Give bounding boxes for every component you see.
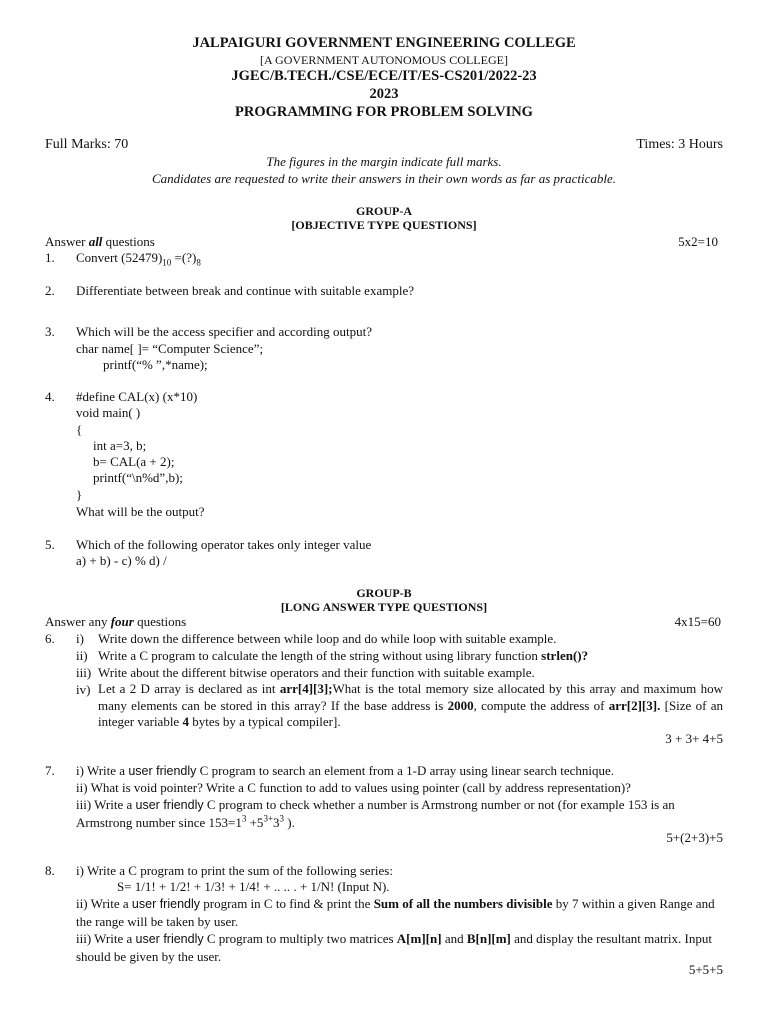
group-b-subtitle: [LONG ANSWER TYPE QUESTIONS] bbox=[280, 600, 488, 614]
q5-number: 5. bbox=[45, 537, 55, 552]
q3-text: Which will be the access specifier and according output? bbox=[76, 324, 372, 339]
q1-number: 1. bbox=[45, 250, 55, 265]
q4-code-line-4: int a=3, b; bbox=[93, 438, 147, 453]
q8-series: S= 1/1! + 1/2! + 1/3! + 1/4! + .. .. . + 1/N! (Input N). bbox=[117, 879, 390, 894]
q4-question: What will be the output? bbox=[76, 504, 205, 519]
q6-iii-label: iii) bbox=[76, 665, 92, 680]
q5-options: a) + b) - c) % d) / bbox=[76, 553, 167, 568]
q4-code-line-6: printf(“\n%d”,b); bbox=[93, 470, 183, 485]
q6-number: 6. bbox=[45, 631, 55, 646]
q6-iv-label: iv) bbox=[76, 682, 91, 697]
group-a-instruction: Answer all questions bbox=[45, 234, 155, 249]
q3-number: 3. bbox=[45, 324, 55, 339]
q4-number: 4. bbox=[45, 389, 55, 404]
q8-marks: 5+5+5 bbox=[688, 962, 723, 977]
q7-number: 7. bbox=[45, 763, 55, 778]
q2-number: 2. bbox=[45, 283, 55, 298]
group-b-instruction: Answer any four questions bbox=[45, 614, 187, 629]
course-code: JGEC/B.TECH./CSE/ECE/IT/ES-CS201/2022-23 bbox=[231, 68, 537, 84]
q7-marks: 5+(2+3)+5 bbox=[666, 830, 723, 845]
q4-code-line-3: { bbox=[76, 422, 83, 437]
q7-iii-text: iii) Write a user friendly C program to check whether a number is Armstrong number or not (for example 153 is an Armstrong number since $153=1^3 +5^{3+}3^3$ ). bbox=[76, 797, 675, 830]
group-b-title: GROUP-B bbox=[356, 586, 412, 600]
q8-i-text: i) Write a C program to print the sum of the following series: bbox=[76, 863, 393, 878]
q8-iii-text: iii) Write a user friendly C program to multiply two matrices A[m][n] and B[n][m] and display the resultant matrix. Input should be given by the user. bbox=[76, 931, 712, 964]
q8-number: 8. bbox=[45, 863, 55, 878]
full-marks: Full Marks: 70 bbox=[45, 137, 129, 152]
q7-i-text: i) Write a user friendly C program to search an element from a 1-D array using linear search technique. bbox=[76, 763, 615, 778]
q6-i-text: Write down the difference between while loop and do while loop with suitable example. bbox=[98, 631, 557, 646]
q4-code-line-7: } bbox=[76, 487, 83, 502]
q5-text: Which of the following operator takes only integer value bbox=[76, 537, 372, 552]
q6-i-label: i) bbox=[76, 631, 84, 646]
q6-marks: 3 + 3+ 4+5 bbox=[665, 731, 723, 746]
exam-time: Times: 3 Hours bbox=[636, 137, 723, 152]
q3-code-line-1: char name[ ]= “Computer Science”; bbox=[76, 341, 264, 356]
q2-text: Differentiate between break and continue with suitable example? bbox=[76, 283, 414, 298]
q4-code-line-5: b= CAL(a + 2); bbox=[93, 454, 175, 469]
group-b-marks: 4x15=60 bbox=[674, 614, 721, 629]
q6-iv-text: Let a 2 D array is declared as int arr[4][3];What is the total memory size allocated by this array and maximum how many elements can be stored in this array? If the base address is 2000, compute the address of arr[2][3]. [Size of an integer variable 4 bytes by a typical compiler]. bbox=[98, 681, 723, 729]
q6-iii-text: Write about the different bitwise operators and their function with suitable example. bbox=[98, 665, 535, 680]
q8-ii-text: ii) Write a user friendly program in C to find & print the Sum of all the numbers divisible by 7 within a given Range and the range will be taken by user. bbox=[76, 896, 715, 929]
instruction-note-1: The figures in the margin indicate full marks. bbox=[266, 154, 502, 169]
instruction-note-2: Candidates are requested to write their answers in their own words as far as practicable. bbox=[151, 171, 617, 186]
subject-title: PROGRAMMING FOR PROBLEM SOLVING bbox=[235, 104, 533, 120]
q6-ii-label: ii) bbox=[76, 648, 88, 663]
college-name: JALPAIGURI GOVERNMENT ENGINEERING COLLEGE bbox=[192, 35, 576, 51]
college-subtitle: [A GOVERNMENT AUTONOMOUS COLLEGE] bbox=[260, 53, 508, 67]
q1-text: Convert $(52479)_{10}$ $=(?)_8$ bbox=[76, 250, 201, 268]
exam-year: 2023 bbox=[369, 86, 399, 102]
q6-ii-text: Write a C program to calculate the length of the string without using library function strlen()? bbox=[98, 648, 589, 663]
group-a-title: GROUP-A bbox=[356, 204, 412, 218]
q3-code-line-2: printf(“% ”,*name); bbox=[103, 357, 208, 372]
group-a-subtitle: [OBJECTIVE TYPE QUESTIONS] bbox=[291, 218, 477, 232]
q4-code-line-1: #define CAL(x) (x*10) bbox=[76, 389, 198, 404]
q4-code-line-2: void main( ) bbox=[76, 405, 141, 420]
group-a-marks: 5x2=10 bbox=[678, 234, 718, 249]
q7-ii-text: ii) What is void pointer? Write a C function to add to values using pointer (call by address representation)? bbox=[76, 780, 631, 795]
